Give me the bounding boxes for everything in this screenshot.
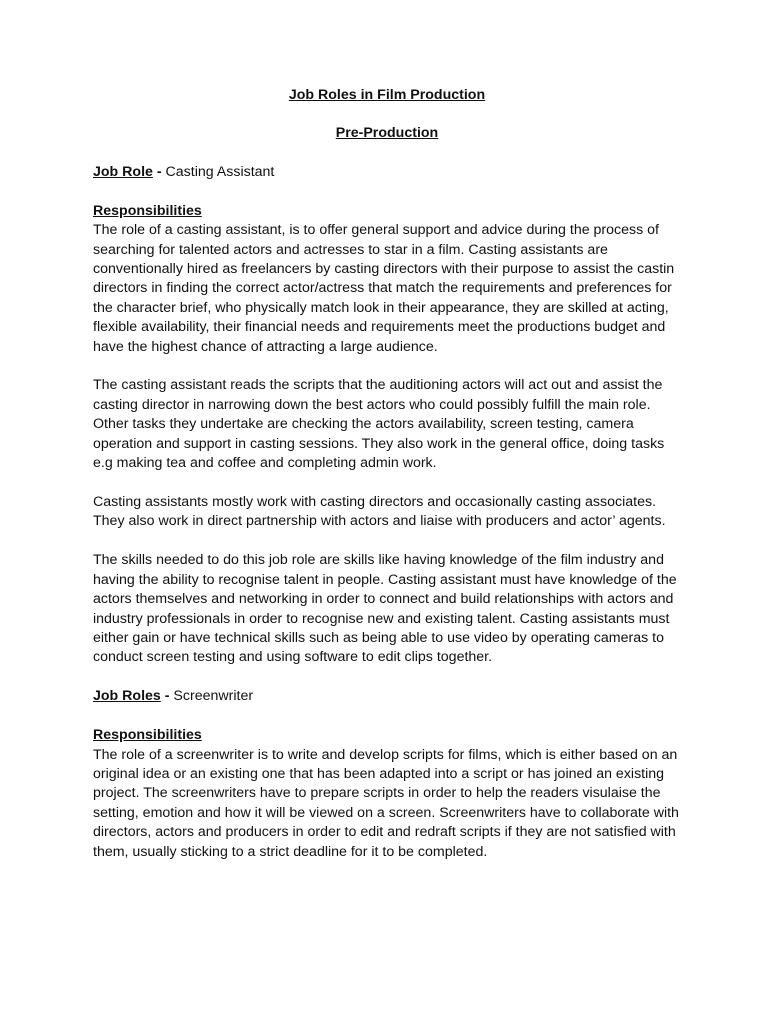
document-content	[93, 86, 681, 882]
paragraph: The role of a screenwriter is to write and develop scripts for films, which is either based on an original idea or an existing one that has been adapted into a script or has joined an existing project. The screenwriters have to prepare scripts in order to help the readers visulaise the setting, emotion and how it will be viewed on a screen. Screenwriters have to collaborate with directors, actors and producers in order to edit and redraft scripts if they are not satisfied with them, usually sticking to a strict deadline for it to be completed.	[93, 746, 679, 860]
paragraph: The skills needed to do this job role are skills like having knowledge of the film industry and having the ability to recognise talent in people. Casting assistant must have knowledge of the actors themselves and networking in order to connect and build relationships with actors and industry professionals in order to recognise new and existing talent. Casting assistants must either gain or have technical skills such as being able to use video by operating cameras to conduct screen testing and using software to edit clips together.	[93, 552, 677, 666]
responsibilities-heading: Responsibilities	[93, 202, 202, 219]
responsibilities-heading: Responsibilities	[93, 727, 202, 744]
job-role-line-casting-assistant	[93, 163, 681, 182]
paragraph: The role of a casting assistant, is to offer general support and advice during the process of searching for talented actors and actresses to star in a film. Casting assistants are conventionally hired as freelancers by casting directors with their purpose to assist the castin directors in finding the correct actor/actress that match the requirements and preferences for the character brief, who physically match look in their appearance, they are skilled at acting, flexible availability, their financial needs and requirements meet the productions budget and have the highest chance of attracting a large audience.	[93, 222, 675, 355]
job-role-dash: -	[152, 163, 166, 180]
job-role-name: Screenwriter	[173, 688, 254, 705]
job-role-line-screenwriter	[93, 687, 681, 706]
job-role-name: Casting Assistant	[165, 163, 275, 180]
job-role-dash: -	[160, 688, 174, 705]
paragraph: Casting assistants mostly work with casting directors and occasionally casting associates. They also work in direct partnership with actors and liaise with producers and actor’ agents.	[93, 494, 666, 530]
job-role-label: Job Roles	[93, 688, 161, 705]
paragraph: The casting assistant reads the scripts that the auditioning actors will act out and assist the casting director in narrowing down the best actors who could possibly fulfill the main role. Other tasks they undertake are checking the actors availability, screen testing, camera operation and support in casting sessions. They also work in the general office, doing tasks e.g making tea and coffee and completing admin work.	[93, 377, 665, 472]
document-title: Job Roles in Film Production	[288, 87, 486, 103]
section-title: Pre-Production	[335, 125, 439, 142]
job-role-label: Job Role	[93, 163, 153, 180]
